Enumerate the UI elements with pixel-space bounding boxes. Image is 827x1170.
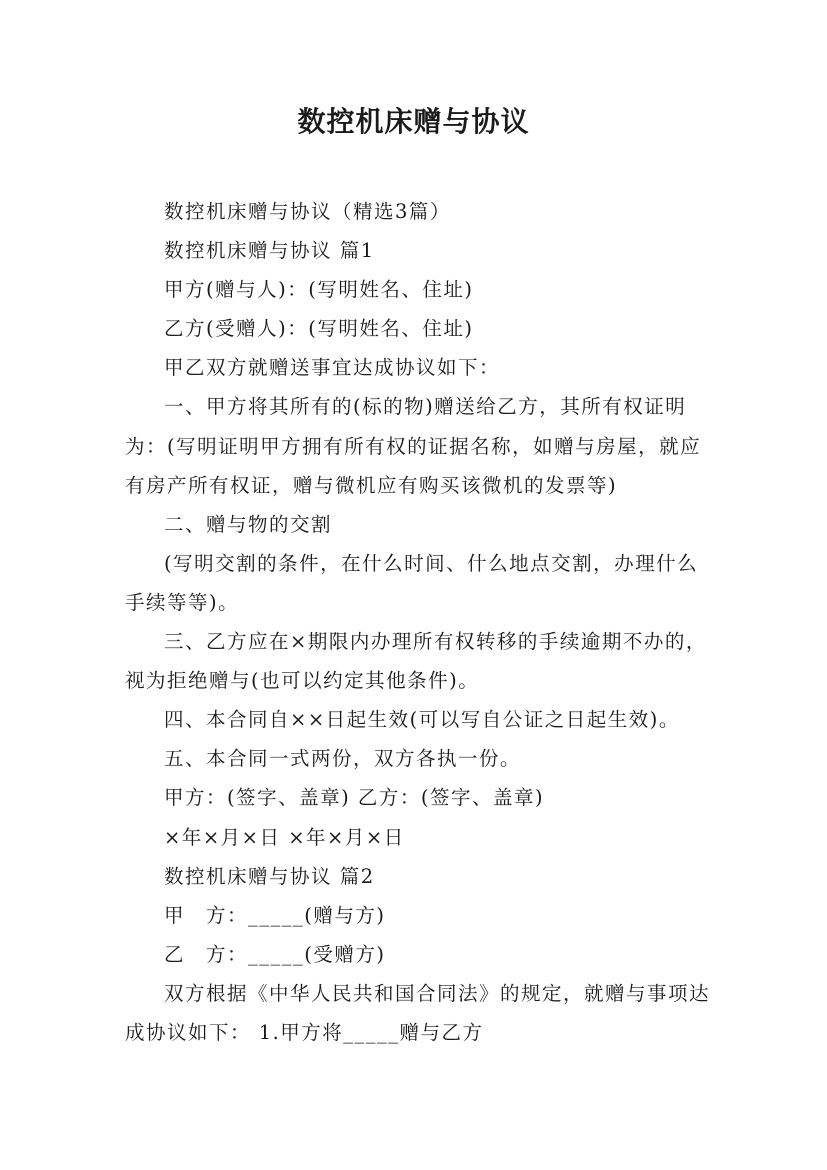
paragraph-agreement-intro: 甲乙双方就赠送事宜达成协议如下：	[164, 356, 501, 380]
paragraph-signatures: 甲方：(签字、盖章) 乙方：(签字、盖章)	[164, 786, 545, 810]
document-title: 数控机床赠与协议	[297, 105, 530, 138]
paragraph-clause-2-detail: (写明交割的条件，在什么时间、什么地点交割，办理什么手续等等)。	[125, 551, 699, 614]
paragraph-dates: ×年×月×日 ×年×月×日	[164, 825, 405, 849]
paragraph-heading-part2: 数控机床赠与协议 篇2	[164, 864, 375, 888]
paragraph-contract-law: 双方根据《中华人民共和国合同法》的规定，就赠与事项达成协议如下： 1.甲方将_____赠与乙方	[125, 981, 711, 1044]
paragraph-clause-1: 一、甲方将其所有的(标的物)赠送给乙方，其所有权证明为：(写明证明甲方拥有所有权的证据名称，如赠与房屋，就应有房产所有权证，赠与微机应有购买该微机的发票等)	[125, 395, 702, 497]
paragraph-clause-4: 四、本合同自××日起生效(可以写自公证之日起生效)。	[164, 708, 680, 732]
paragraph-party-b: 乙方(受赠人)：(写明姓名、住址)	[164, 317, 474, 341]
paragraph-clause-3: 三、乙方应在×期限内办理所有权转移的手续逾期不办的，视为拒绝赠与(也可以约定其他条件)。	[125, 630, 707, 693]
paragraph-party-b-blank: 乙 方：_____(受赠方)	[164, 942, 386, 966]
paragraph-clause-2: 二、赠与物的交割	[164, 512, 333, 536]
paragraph-clause-5: 五、本合同一式两份，双方各执一份。	[164, 747, 522, 771]
paragraph-heading-part1: 数控机床赠与协议 篇1	[164, 239, 375, 263]
document-body	[125, 192, 710, 1052]
paragraph-party-a-blank: 甲 方：_____(赠与方)	[164, 903, 386, 927]
paragraph-party-a: 甲方(赠与人)：(写明姓名、住址)	[164, 278, 474, 302]
paragraph-intro: 数控机床赠与协议（精选3篇）	[164, 200, 451, 223]
